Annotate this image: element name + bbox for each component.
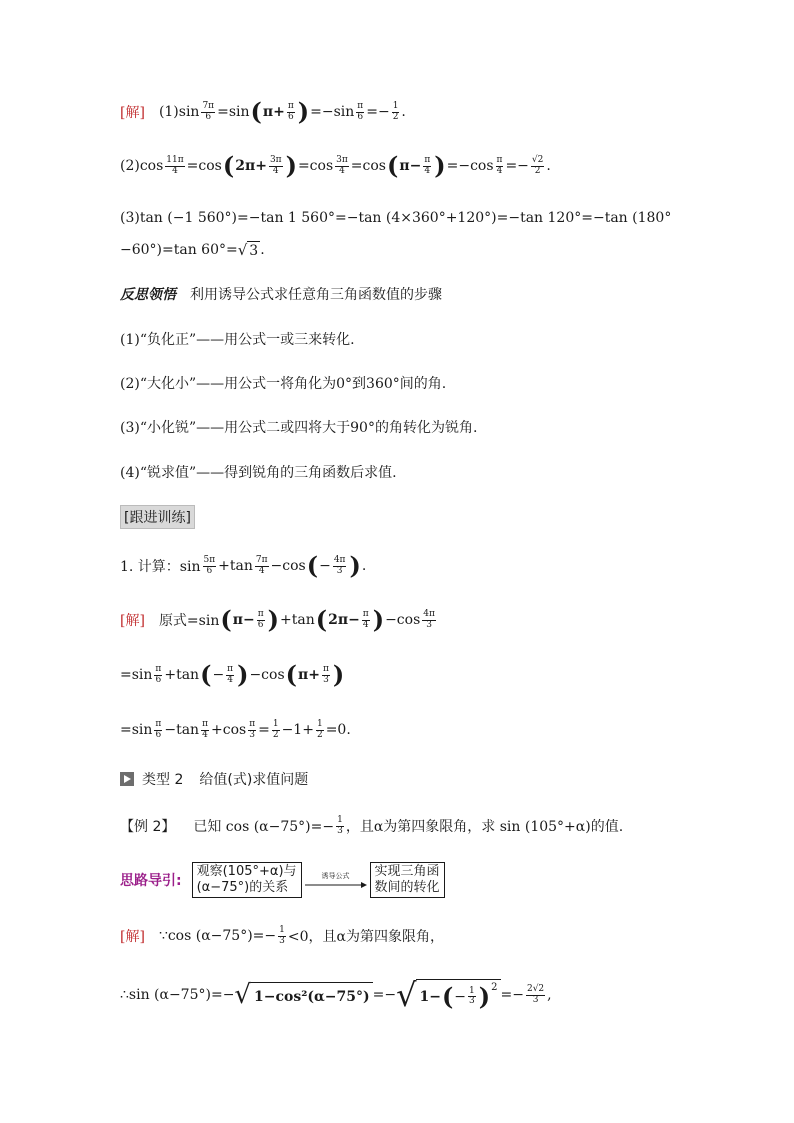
- text: 2π+: [235, 158, 267, 174]
- right-paren: ): [285, 151, 297, 180]
- example2-solution-line-2: [120, 972, 552, 1018]
- text: π−: [232, 612, 255, 628]
- jie-label: [解]: [120, 613, 145, 629]
- practice-solution-line-2: [120, 659, 345, 691]
- practice-question: [120, 550, 366, 582]
- text: +tan: [279, 612, 315, 628]
- solution-line-1: [120, 96, 406, 128]
- example-2: [120, 810, 623, 842]
- text: −1+: [281, 722, 314, 738]
- reflection-title: 利用诱导公式求任意角三角函数值的步骤: [190, 287, 442, 303]
- text: 已知 cos (α−75°)=−: [193, 819, 335, 835]
- fraction: $\frac{\pi}{3}$: [249, 719, 256, 740]
- text: −: [319, 558, 331, 574]
- text: =sin: [120, 667, 153, 683]
- text: ∵cos (α−75°)=−: [158, 928, 277, 944]
- solution-line-4: [120, 234, 265, 266]
- text: =0.: [325, 722, 351, 738]
- solution-line-2: [120, 150, 551, 182]
- fraction: $\frac{4\pi}{3}$: [423, 609, 435, 630]
- fraction: $\frac{\pi}{3}$: [322, 664, 329, 685]
- text: ,: [547, 987, 552, 1003]
- text: ∴sin (α−75°)=−: [120, 987, 235, 1003]
- right-paren: ): [332, 660, 345, 689]
- right-paren: ): [434, 151, 446, 180]
- text: (1)sin: [158, 104, 200, 120]
- type-heading: [120, 763, 308, 795]
- fraction: $\frac{\pi}{6}$: [155, 664, 162, 685]
- reflection-step: (1)“负化正”——用公式一或三来转化.: [120, 332, 355, 348]
- fraction: $\frac{1}{2}$: [316, 719, 323, 740]
- fraction: $\frac{11\pi}{4}$: [166, 155, 184, 176]
- text: =cos: [297, 158, 334, 174]
- play-triangle-icon: [120, 772, 134, 786]
- arrow-right-icon: [305, 881, 367, 889]
- text: −cos: [270, 558, 306, 574]
- text: =−: [366, 104, 390, 120]
- text: =sin: [217, 104, 250, 120]
- fraction: $\frac{3\pi}{4}$: [269, 155, 282, 176]
- text: 2π−: [328, 612, 360, 628]
- practice-heading: [120, 501, 195, 533]
- sqrt: √ 1− ( − $\frac{1}{3}$ ) $^2$: [396, 979, 500, 1011]
- text: +tan: [164, 667, 200, 683]
- text: −tan: [164, 722, 200, 738]
- text: −60°)=tan 60°=: [120, 242, 238, 258]
- text: =cos: [350, 158, 386, 174]
- fraction: $\frac{\pi}{6}$: [287, 101, 294, 122]
- text: −: [212, 667, 225, 683]
- jie-label: [解]: [120, 929, 145, 945]
- sqrt: √ 1−cos²(α−75°): [234, 982, 372, 1008]
- jie-label: [解]: [120, 105, 145, 121]
- fraction: $\frac{√2}{2}$: [531, 155, 544, 176]
- left-paren: (: [250, 97, 262, 126]
- fraction: $\frac{4\pi}{3}$: [333, 555, 346, 576]
- text: .: [401, 104, 406, 120]
- guide-box-observe: 观察(105°+α)与 (α−75°)的关系: [192, 862, 302, 899]
- solution-line-3: (3)tan (−1 560°)=−tan 1 560°=−tan (4×360°+120°)=−tan 120°=−tan (180°: [120, 210, 672, 226]
- text: =sin: [120, 722, 153, 738]
- right-paren: ): [297, 97, 310, 126]
- fraction: $\frac{5\pi}{6}$: [203, 555, 216, 576]
- text: =cos: [186, 158, 222, 174]
- practice-label: [跟进训练]: [120, 505, 195, 529]
- text: =−: [505, 158, 529, 174]
- text: =: [258, 722, 270, 738]
- right-paren: ): [237, 660, 249, 689]
- fraction: $\frac{2√2}{3}$: [526, 984, 545, 1005]
- text: =−cos: [446, 158, 494, 174]
- fraction: $\frac{\pi}{6}$: [257, 609, 264, 630]
- text: .: [361, 558, 367, 574]
- left-paren: (: [306, 551, 319, 580]
- left-paren: (: [315, 605, 328, 634]
- practice-solution-line-3: [120, 714, 351, 746]
- text: =−: [500, 987, 524, 1003]
- text: −cos: [385, 612, 421, 628]
- left-paren: (: [386, 151, 399, 180]
- reflection-step: (4)“锐求值”——得到锐角的三角函数后求值.: [120, 465, 397, 481]
- guide-label: 思路导引:: [120, 873, 182, 889]
- fraction: $\frac{\pi}{4}$: [362, 609, 369, 630]
- fraction: $\frac{1}{2}$: [272, 719, 279, 740]
- fraction: $\frac{\pi}{4}$: [424, 155, 431, 176]
- text: =−sin: [310, 104, 355, 120]
- text: +tan: [218, 558, 253, 574]
- guide-arrow: 诱导公式: [305, 871, 367, 889]
- text: ，且α为第四象限角，求 sin (105°+α)的值.: [345, 819, 624, 835]
- fraction: $\frac{1}{3}$: [279, 925, 285, 946]
- fraction: $\frac{\pi}{4}$: [227, 664, 234, 685]
- fraction: $\frac{1}{2}$: [392, 101, 399, 122]
- fraction: $\frac{\pi}{6}$: [155, 719, 162, 740]
- text: =−: [372, 987, 397, 1003]
- text: .: [546, 158, 551, 174]
- fraction: $\frac{1}{3}$: [337, 815, 343, 836]
- text: π−: [399, 158, 422, 174]
- right-paren: ): [372, 605, 385, 634]
- text: π+: [262, 104, 285, 120]
- reflection-heading: [120, 278, 442, 310]
- text: −cos: [249, 667, 285, 683]
- reflection-step: (2)“大化小”——用公式一将角化为0°到360°间的角.: [120, 376, 447, 392]
- text: <0，且α为第四象限角，: [287, 929, 444, 945]
- fraction: $\frac{3\pi}{4}$: [336, 155, 348, 176]
- type-title: 给值(式)求值问题: [199, 772, 309, 788]
- left-paren: (: [220, 605, 232, 634]
- fraction: $\frac{7\pi}{6}$: [202, 101, 215, 122]
- text: π+: [298, 667, 320, 683]
- fraction: $\frac{7\pi}{4}$: [255, 555, 268, 576]
- fraction: $\frac{\pi}{4}$: [496, 155, 503, 176]
- fraction: $\frac{\pi}{4}$: [202, 719, 208, 740]
- text: 原式=sin: [158, 613, 220, 629]
- text: 1. 计算：sin: [120, 559, 201, 575]
- text: .: [260, 242, 265, 258]
- fraction: $\frac{\pi}{6}$: [357, 101, 364, 122]
- type-label: 类型 2: [142, 772, 184, 788]
- right-paren: ): [267, 605, 279, 634]
- text: (2)cos: [120, 158, 164, 174]
- text: +cos: [211, 722, 247, 738]
- left-paren: (: [285, 660, 297, 689]
- example-label: 【例 2】: [120, 819, 176, 835]
- right-paren: ): [349, 551, 361, 580]
- guide-box-result: 实现三角函 数间的转化: [370, 862, 445, 899]
- left-paren: (: [222, 151, 235, 180]
- example2-solution-line-1: [120, 920, 444, 952]
- sqrt: √ 3: [237, 241, 259, 259]
- left-paren: (: [200, 660, 212, 689]
- practice-solution-line-1: [120, 604, 438, 636]
- reflection-label: 反思领悟: [120, 287, 176, 303]
- thought-guide: [120, 860, 445, 900]
- reflection-step: (3)“小化锐”——用公式二或四将大于90°的角转化为锐角.: [120, 420, 478, 436]
